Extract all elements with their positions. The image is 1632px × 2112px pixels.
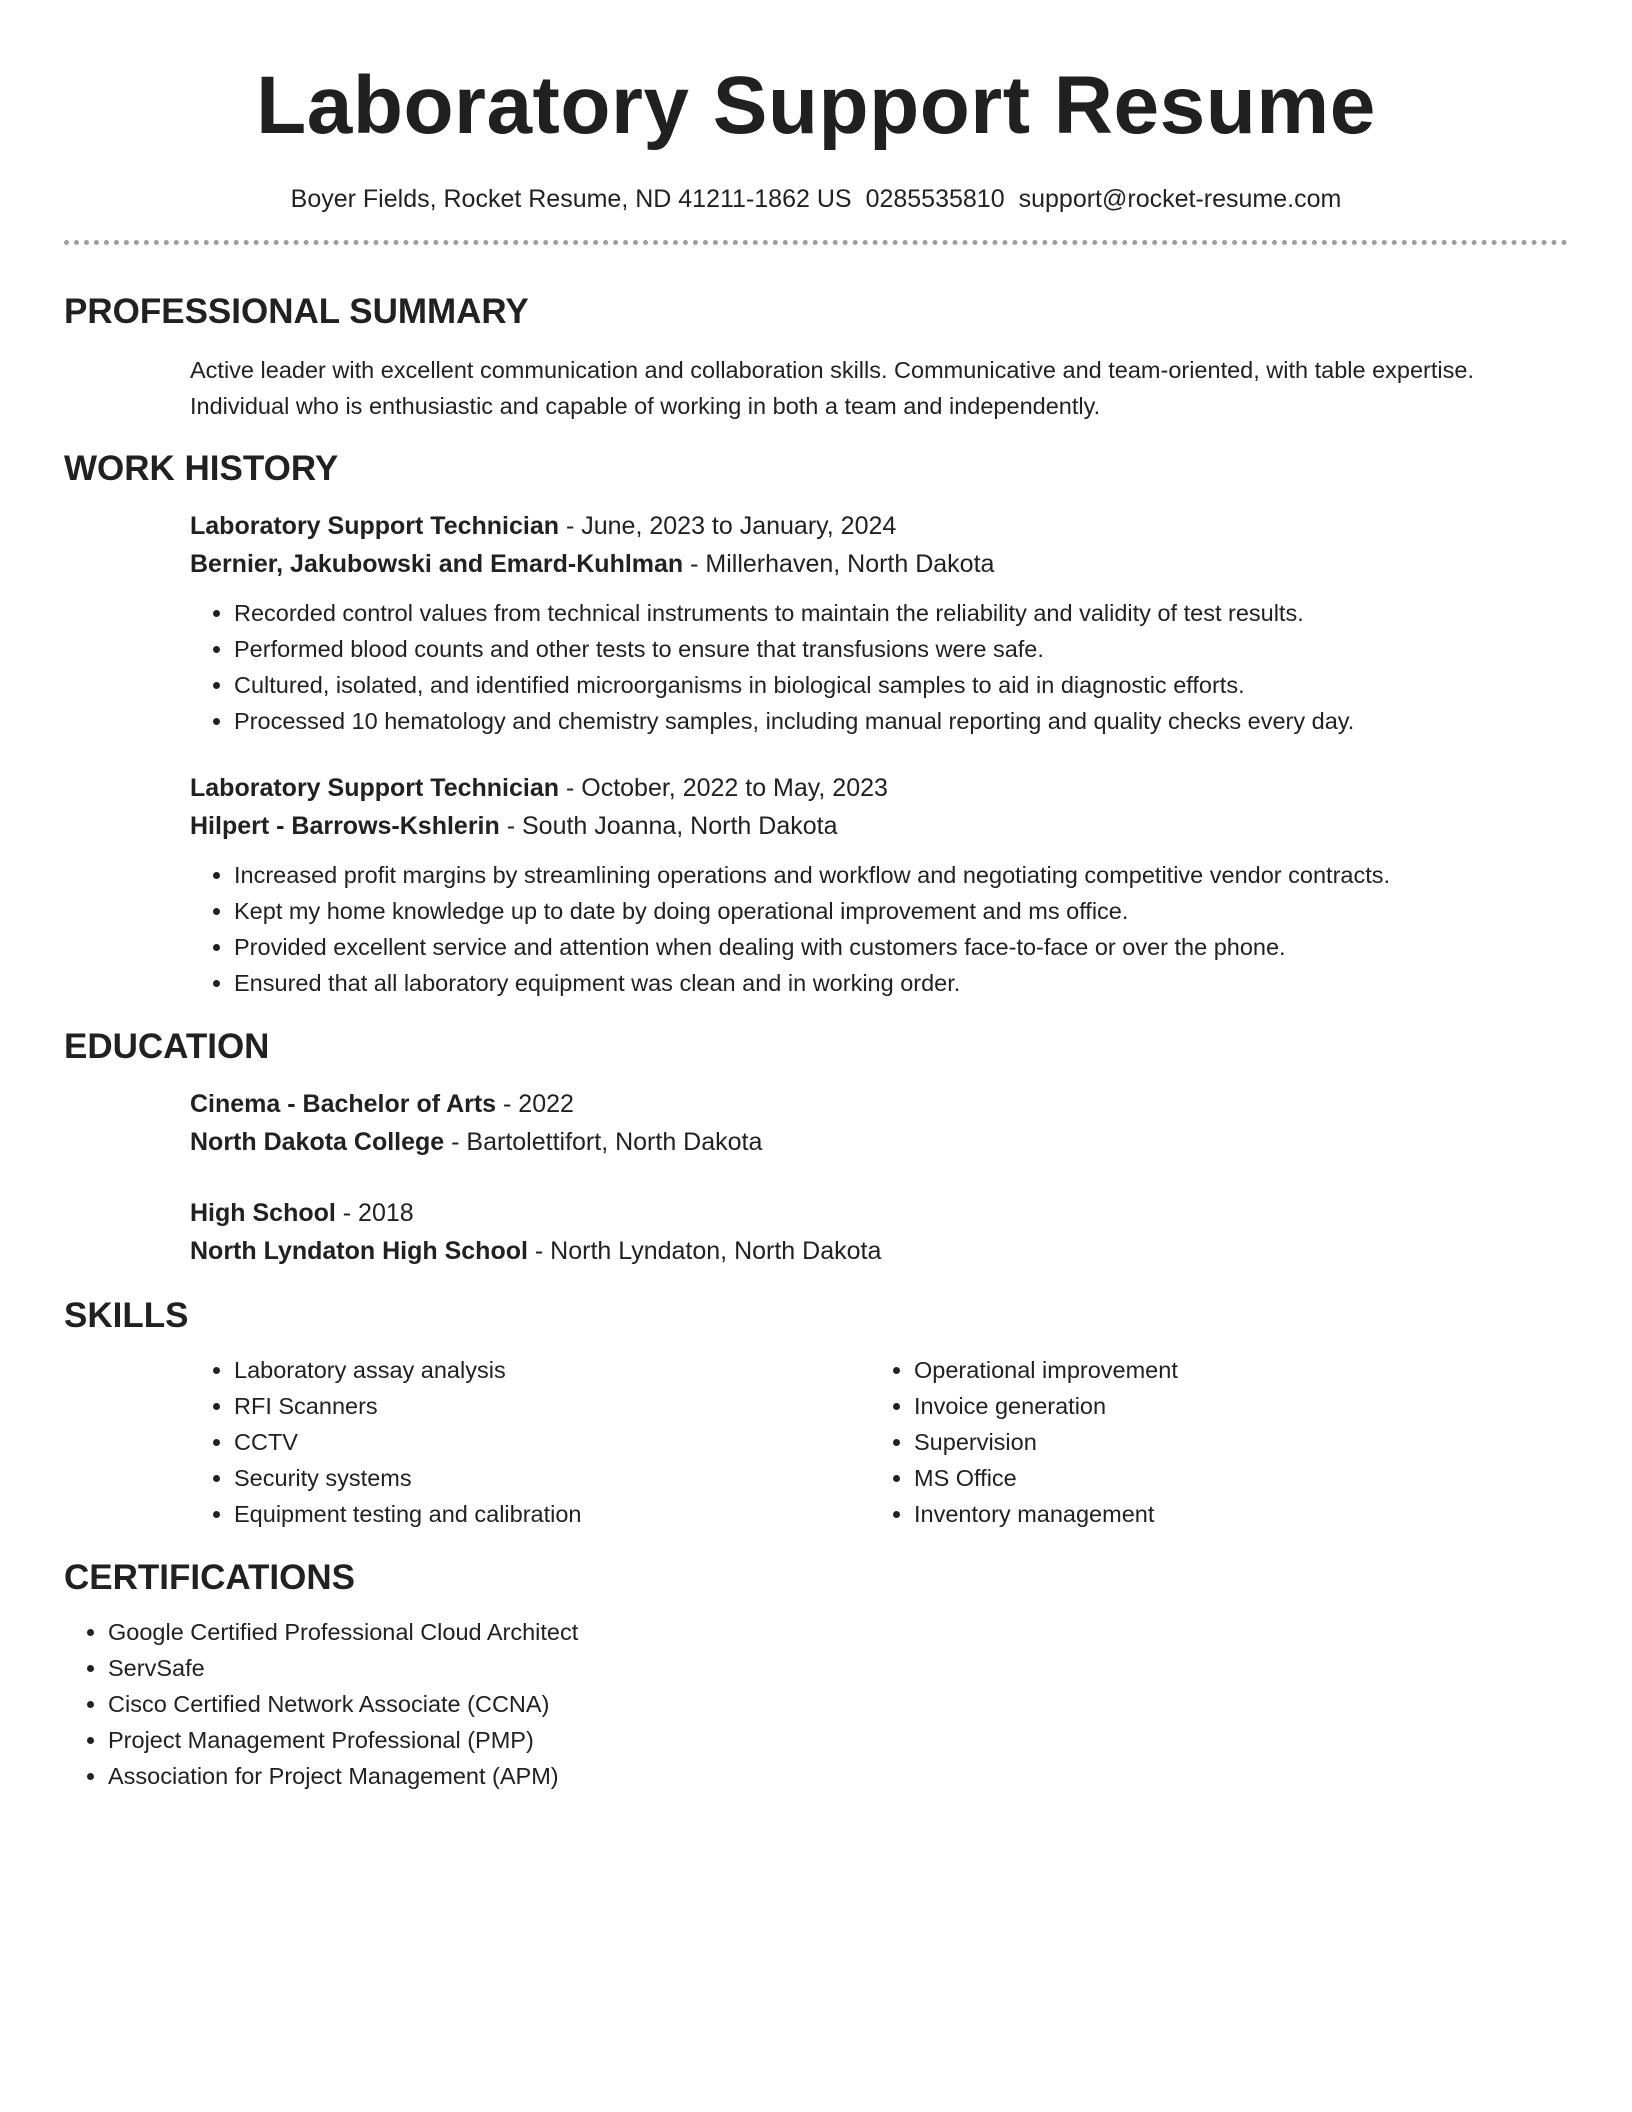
job-company-line — [190, 545, 1568, 583]
education-entry — [190, 1194, 1568, 1270]
degree: High School — [190, 1199, 336, 1227]
skills-grid — [190, 1352, 1568, 1532]
job-bullet: • Recorded control values from technical instruments to maintain the reliability and validity of test results. — [234, 595, 1568, 631]
education-heading: EDUCATION — [64, 1027, 270, 1066]
summary-heading: PROFESSIONAL SUMMARY — [64, 292, 529, 331]
certifications-heading: CERTIFICATIONS — [64, 1558, 356, 1597]
school-location: - Bartolettifort, North Dakota — [444, 1128, 763, 1156]
resume-title: Laboratory Support Resume — [256, 60, 1376, 151]
skill-item: • Inventory management — [914, 1496, 1550, 1532]
job-bullets — [190, 595, 1568, 739]
job-company-line — [190, 807, 1568, 845]
graduation-year: - 2018 — [335, 1199, 414, 1227]
skill-item: • RFI Scanners — [234, 1388, 870, 1424]
job-title: Laboratory Support Technician — [190, 774, 560, 802]
skill-item: • Equipment testing and calibration — [234, 1496, 870, 1532]
skill-item: • MS Office — [914, 1460, 1550, 1496]
certification-item: • Project Management Professional (PMP) — [108, 1722, 1568, 1758]
skill-item: • Supervision — [914, 1424, 1550, 1460]
job-bullet: • Kept my home knowledge up to date by doing operational improvement and ms office. — [234, 893, 1568, 929]
job-bullet: • Cultured, isolated, and identified microorganisms in biological samples to aid in diagnostic efforts. — [234, 667, 1568, 703]
skill-item: • Operational improvement — [914, 1352, 1550, 1388]
contact-email: support@rocket-resume.com — [1018, 185, 1342, 213]
degree-line — [190, 1194, 1568, 1232]
summary-text: Active leader with excellent communication and collaboration skills. Communicative and team-oriented, with table expertise. Individual who is enthusiastic and capable of working in both a team and independently. — [190, 357, 1474, 419]
job-dates: - June, 2023 to January, 2024 — [559, 512, 897, 540]
certification-item: • ServSafe — [108, 1650, 1568, 1686]
job-entry — [190, 507, 1568, 739]
job-bullet: • Processed 10 hematology and chemistry samples, including manual reporting and quality checks every day. — [234, 703, 1568, 739]
school-line — [190, 1123, 1568, 1161]
skills-column-left — [190, 1352, 870, 1532]
job-entry — [190, 769, 1568, 1001]
job-bullet: • Provided excellent service and attention when dealing with customers face-to-face or over the phone. — [234, 929, 1568, 965]
school-line — [190, 1232, 1568, 1270]
skill-item: • CCTV — [234, 1424, 870, 1460]
contact-line — [64, 184, 1568, 214]
job-title-line — [190, 769, 1568, 807]
education-entry — [190, 1085, 1568, 1161]
degree-line — [190, 1085, 1568, 1123]
resume-page — [64, 0, 1568, 1794]
skill-item: • Laboratory assay analysis — [234, 1352, 870, 1388]
skill-item: • Security systems — [234, 1460, 870, 1496]
job-bullet: • Ensured that all laboratory equipment was clean and in working order. — [234, 965, 1568, 1001]
header-divider — [64, 240, 1568, 245]
contact-phone: 0285535810 — [865, 185, 1005, 213]
job-company: Hilpert - Barrows-Kshlerin — [190, 812, 500, 840]
skill-item: • Invoice generation — [914, 1388, 1550, 1424]
degree: Cinema - Bachelor of Arts — [190, 1090, 497, 1118]
skills-column-right — [870, 1352, 1550, 1532]
work-history-heading: WORK HISTORY — [64, 449, 339, 488]
job-dates: - October, 2022 to May, 2023 — [559, 774, 888, 802]
job-bullet: • Performed blood counts and other tests to ensure that transfusions were safe. — [234, 631, 1568, 667]
job-bullet: • Increased profit margins by streamlining operations and workflow and negotiating competitive vendor contracts. — [234, 857, 1568, 893]
school-location: - North Lyndaton, North Dakota — [527, 1237, 882, 1265]
certifications-list — [64, 1614, 1568, 1794]
school-name: North Lyndaton High School — [190, 1237, 528, 1265]
school-name: North Dakota College — [190, 1128, 445, 1156]
job-company: Bernier, Jakubowski and Emard-Kuhlman — [190, 550, 684, 578]
certification-item: • Cisco Certified Network Associate (CCNA) — [108, 1686, 1568, 1722]
job-title: Laboratory Support Technician — [190, 512, 560, 540]
contact-address: Boyer Fields, Rocket Resume, ND 41211-1862 US — [290, 185, 852, 213]
job-bullets — [190, 857, 1568, 1001]
certification-item: • Association for Project Management (APM) — [108, 1758, 1568, 1794]
certification-item: • Google Certified Professional Cloud Architect — [108, 1614, 1568, 1650]
job-title-line — [190, 507, 1568, 545]
skills-heading: SKILLS — [64, 1296, 189, 1335]
job-location: - Millerhaven, North Dakota — [683, 550, 995, 578]
job-location: - South Joanna, North Dakota — [499, 812, 838, 840]
graduation-year: - 2022 — [496, 1090, 574, 1118]
